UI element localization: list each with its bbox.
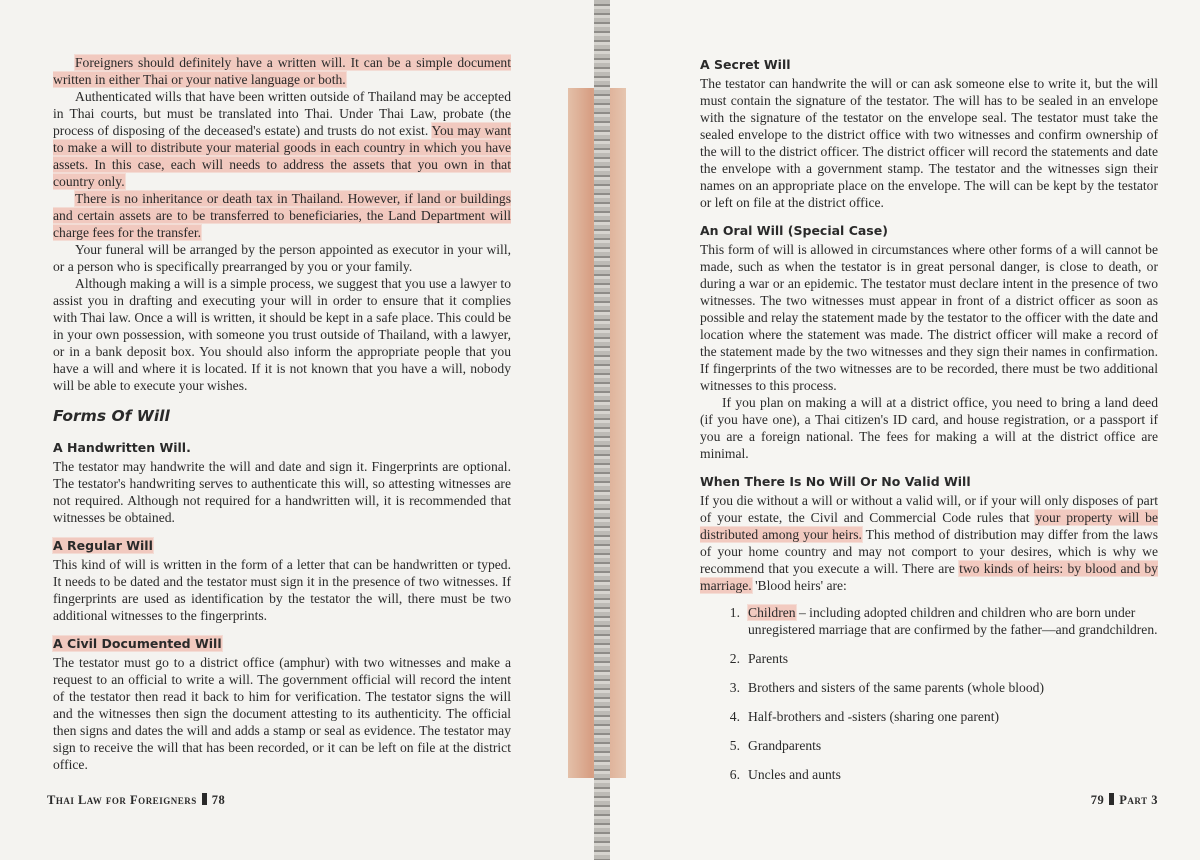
paragraph-funeral: Your funeral will be arranged by the person appointed as executor in your will, or a person who is specifically prearranged by you or your family. xyxy=(53,242,511,274)
paragraph-lawyer: Although making a will is a simple process, we suggest that you use a lawyer to assist you in drafting and executing your will in order to ensure that it complies with Thai law. Once a will is written, it should be kept in a safe place. This could be in your own possession, with someone you trust outside of Thailand, with a lawyer, or in a bank deposit box. You should also inform the appropriate people that you have a will and where it is located. If it is not known that you have a will, nobody will be able to execute your wishes. xyxy=(53,276,511,393)
footer-part: Part 3 xyxy=(1119,793,1158,807)
footer-left xyxy=(47,793,225,808)
text-secret-will: The testator can handwrite the will or can ask someone else to write it, but the will must contain the signature of the testator. The will has to be sealed in an envelope with the signature of the testator on the envelope seal. The testator must take the sealed envelope to the district office with two witnesses and confirm ownership of the will to the district officer. The district officer will record the statements and date the envelope with a government stamp. The testator and the witnesses sign their names on an appropriate place on the envelope. The will can be kept by the testator or left on file at the district office. xyxy=(700,76,1158,210)
list-item: 4. Half-brothers and -sisters (sharing one parent) xyxy=(729,709,1000,724)
heading-civil-documented-will: A Civil Documented Will xyxy=(53,636,222,651)
list-item: 5. Grandparents xyxy=(729,738,822,753)
text-regular-will: This kind of will is written in the form of a letter that can be handwritten or typed. It needs to be dated and the testator must sign it in the presence of two witnesses. If fingerprints are used as identification by the testator the will, there must be two additional witnesses to the fingerprints. xyxy=(53,557,511,623)
spiral-binding xyxy=(594,0,610,860)
paragraph-written-will: Foreigners should definitely have a written will. It can be a simple document written in either Thai or your native language or both. xyxy=(53,55,511,87)
page-number-left: 78 xyxy=(211,793,226,807)
heading-regular-will: A Regular Will xyxy=(53,538,153,553)
page-number-right: 79 xyxy=(1090,793,1105,807)
paragraph-authenticated-wills: Authenticated wills that have been written outside of Thailand may be accepted in Thai courts, but must be translated into Thai. Under Thai Law, probate (the process of disposing of the deceased's estate) and trusts do not exist. You may want to make a will to distribute your material goods in each country in which you have assets. In this case, each will needs to address the assets that you own in that country only. xyxy=(53,89,511,189)
list-item: 3. Brothers and sisters of the same parents (whole blood) xyxy=(729,680,1044,695)
footer-bar xyxy=(1109,793,1114,805)
text-district-office: If you plan on making a will at a district office, you need to bring a land deed (if you have one), a Thai citizen's ID card, and house registration, or a passport if you are a foreign national. The fees for making a will at the district office are minimal. xyxy=(700,395,1158,461)
heading-no-will: When There Is No Will Or No Valid Will xyxy=(700,474,971,489)
right-page-text xyxy=(700,56,1158,795)
list-item: 1. Children – including adopted children and children who are born under unregistered marriage that are confirmed by the father—and grandchildren. xyxy=(729,605,1158,637)
text-oral-will: This form of will is allowed in circumstances where other forms of a will cannot be made, such as when the testator is in great personal danger, is close to death, or during a war or an epidemic. The testator must declare intent in the presence of two witnesses. The two witnesses must appear in front of a district officer as soon as possible and relay the statement made by the testator to the officer with the date and location where the statement was made. The district officer will make a record of the statement made by the two witnesses and they sign their names in confirmation. If fingerprints of the two witnesses are to be recorded, there must be two additional witnesses to this process. xyxy=(700,242,1158,393)
heading-handwritten-will: A Handwritten Will. xyxy=(53,440,191,455)
paragraph-inheritance-tax: There is no inheritance or death tax in Thailand. However, if land or buildings and certain assets are to be transferred to beneficiaries, the Land Department will charge fees for the transfer. xyxy=(53,191,511,240)
list-item: 6. Uncles and aunts xyxy=(729,767,841,782)
left-page-text xyxy=(53,54,511,773)
footer-book-title: Thai Law for Foreigners xyxy=(47,793,197,807)
footer-right xyxy=(1091,793,1158,808)
text-civil-documented-will: The testator must go to a district office (amphur) with two witnesses and make a request to an official to write a will. The government official will record the intent of the testator then read it back to him for verification. The testator signs the will and the witnesses then sign the document attesting to its authenticity. The official then signs and dates the will and adds a stamp or seal as evidence. The testator may sign to receive the will that has been recorded, or it can be left on file at the district office. xyxy=(53,655,511,772)
list-item: 2. Parents xyxy=(729,651,789,666)
text-no-will: If you die without a will or without a valid will, or if your will only disposes of part of your estate, the Civil and Commercial Code rules that your property will be distributed among your heirs. This method of distribution may differ from the laws of your home country and may not comport to your desires, which is why we recommend that you execute a will. There are two kinds of heirs: by blood and by marriage. 'Blood heirs' are: xyxy=(700,493,1158,593)
text-handwritten-will: The testator may handwrite the will and date and sign it. Fingerprints are optional. The testator's handwriting serves to authenticate this will, so attesting witnesses are not required. Although not required for a handwritten will, it is recommended that witnesses be obtained. xyxy=(53,459,511,525)
footer-bar xyxy=(202,793,207,805)
section-title-forms-of-will: Forms Of Will xyxy=(53,407,170,425)
heading-secret-will: A Secret Will xyxy=(700,57,791,72)
heading-oral-will: An Oral Will (Special Case) xyxy=(700,223,888,238)
blood-heirs-list xyxy=(700,604,1158,783)
